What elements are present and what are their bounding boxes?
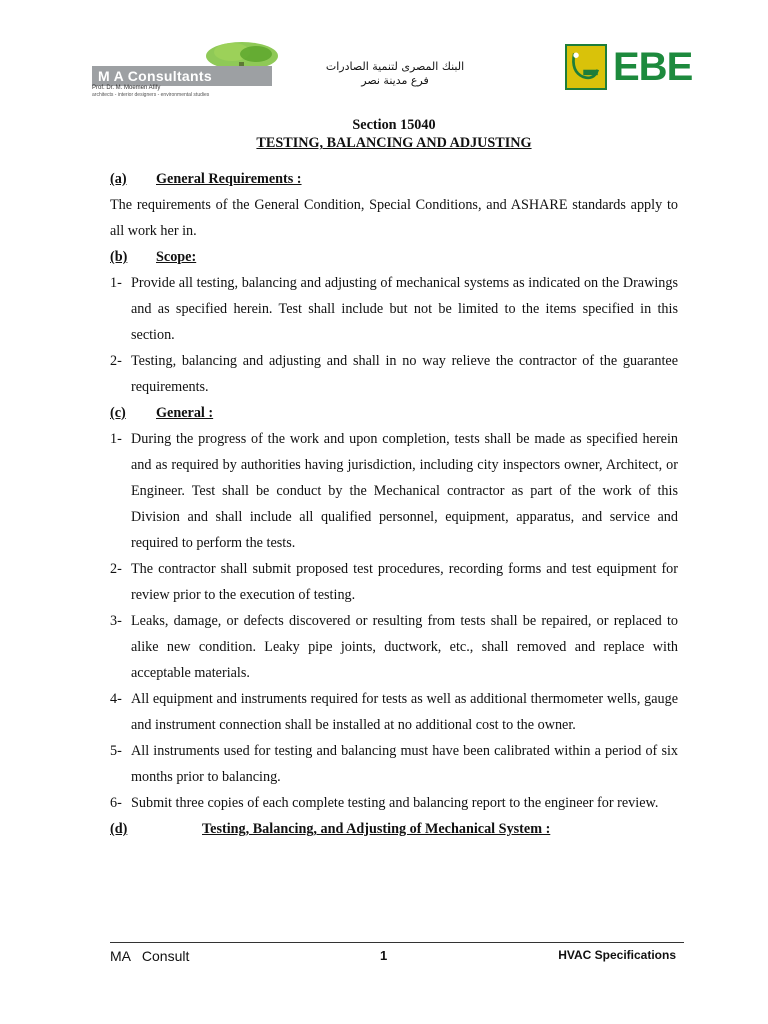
ma-consultants-logo bbox=[82, 40, 282, 98]
ebe-emblem-icon bbox=[565, 44, 607, 90]
list-item-text: Provide all testing, balancing and adjusting of mechanical systems as indicated on the Drawings and as specified herein. Test shall include but not be limited to the items specified in this section. bbox=[131, 275, 678, 343]
list-item-text: Submit three copies of each complete testing and balancing report to the engineer for review. bbox=[131, 795, 659, 811]
list-item-number: 1- bbox=[110, 431, 122, 447]
list-item-number: 1- bbox=[110, 275, 122, 291]
subsection-a-title: General Requirements : bbox=[156, 171, 302, 187]
list-item-text: Leaks, damage, or defects discovered or resulting from tests shall be repaired, or replaced to alike new condition. Leaky pipe joints, ductwork, etc., shall removed and replace with acceptable materials. bbox=[131, 613, 678, 681]
logo-subtitle-1: Prof. Dr. M. Moemen Afify bbox=[92, 85, 161, 91]
list-item-number: 5- bbox=[110, 743, 122, 759]
list-item bbox=[110, 270, 678, 348]
list-item-text: During the progress of the work and upon completion, tests shall be made as specified herein and as required by authorities having jurisdiction, including city inspectors owner, Architect, or Engineer. Test shall be conduct by the Mechanical contractor as part of the work of this Division and shall include all qualified personnel, equipment, apparatus, and service and required to perform the tests. bbox=[131, 431, 678, 551]
bank-name-line-2: فرع مدينة نصر bbox=[361, 74, 429, 87]
logo-name: M A Consultants bbox=[98, 68, 212, 84]
bank-name bbox=[290, 60, 500, 88]
list-item-text: All equipment and instruments required for tests as well as additional thermometer wells, gauge and instrument connection shall be installed at no additional cost to the owner. bbox=[131, 691, 678, 733]
list-item-text: The contractor shall submit proposed test procedures, recording forms and test equipment for review prior to the execution of testing. bbox=[131, 561, 678, 603]
subsection-d-heading bbox=[110, 816, 678, 842]
logo-band bbox=[92, 66, 272, 86]
document-body bbox=[110, 112, 678, 842]
footer-document-name: HVAC Specifications bbox=[558, 948, 676, 962]
list-item-number: 6- bbox=[110, 795, 122, 811]
subsection-a-heading bbox=[110, 166, 678, 192]
subsection-a-text: The requirements of the General Condition, Special Conditions, and ASHARE standards apply to all work her in. bbox=[110, 197, 678, 239]
ebe-logo bbox=[565, 42, 693, 92]
list-item-number: 3- bbox=[110, 613, 122, 629]
subsection-d-title: Testing, Balancing, and Adjusting of Mechanical System : bbox=[202, 821, 551, 837]
list-item-text: All instruments used for testing and balancing must have been calibrated within a period of six months prior to balancing. bbox=[131, 743, 678, 785]
list-item bbox=[110, 738, 678, 790]
subsection-c-heading bbox=[110, 400, 678, 426]
subsection-c-title: General : bbox=[156, 405, 214, 421]
list-item bbox=[110, 686, 678, 738]
bank-name-line-1: البنك المصرى لتنمية الصادرات bbox=[325, 60, 465, 73]
footer-company: MA Consult bbox=[110, 948, 190, 964]
list-item-number: 2- bbox=[110, 561, 122, 577]
list-item-text: Testing, balancing and adjusting and shall in no way relieve the contractor of the guarantee requirements. bbox=[131, 353, 678, 395]
subsection-b-title: Scope: bbox=[156, 249, 197, 265]
section-number: Section 15040 bbox=[352, 117, 436, 133]
page-header bbox=[0, 0, 768, 110]
subsection-c-label: (c) bbox=[110, 405, 126, 421]
subsection-b-heading bbox=[110, 244, 678, 270]
ebe-logo-text: EBE bbox=[613, 45, 693, 89]
list-item bbox=[110, 608, 678, 686]
list-item-number: 4- bbox=[110, 691, 122, 707]
list-item bbox=[110, 556, 678, 608]
page-footer bbox=[110, 942, 684, 973]
list-item bbox=[110, 790, 678, 816]
section-title: TESTING, BALANCING AND ADJUSTING bbox=[256, 135, 532, 151]
list-item-number: 2- bbox=[110, 353, 122, 369]
logo-subtitle-2: architects - interior designers - environmental studies bbox=[92, 92, 210, 98]
list-item bbox=[110, 348, 678, 400]
subsection-b-label: (b) bbox=[110, 249, 128, 265]
subsection-a-label: (a) bbox=[110, 171, 127, 187]
page-number: 1 bbox=[380, 948, 388, 963]
list-item bbox=[110, 426, 678, 556]
subsection-d-label: (d) bbox=[110, 821, 128, 837]
